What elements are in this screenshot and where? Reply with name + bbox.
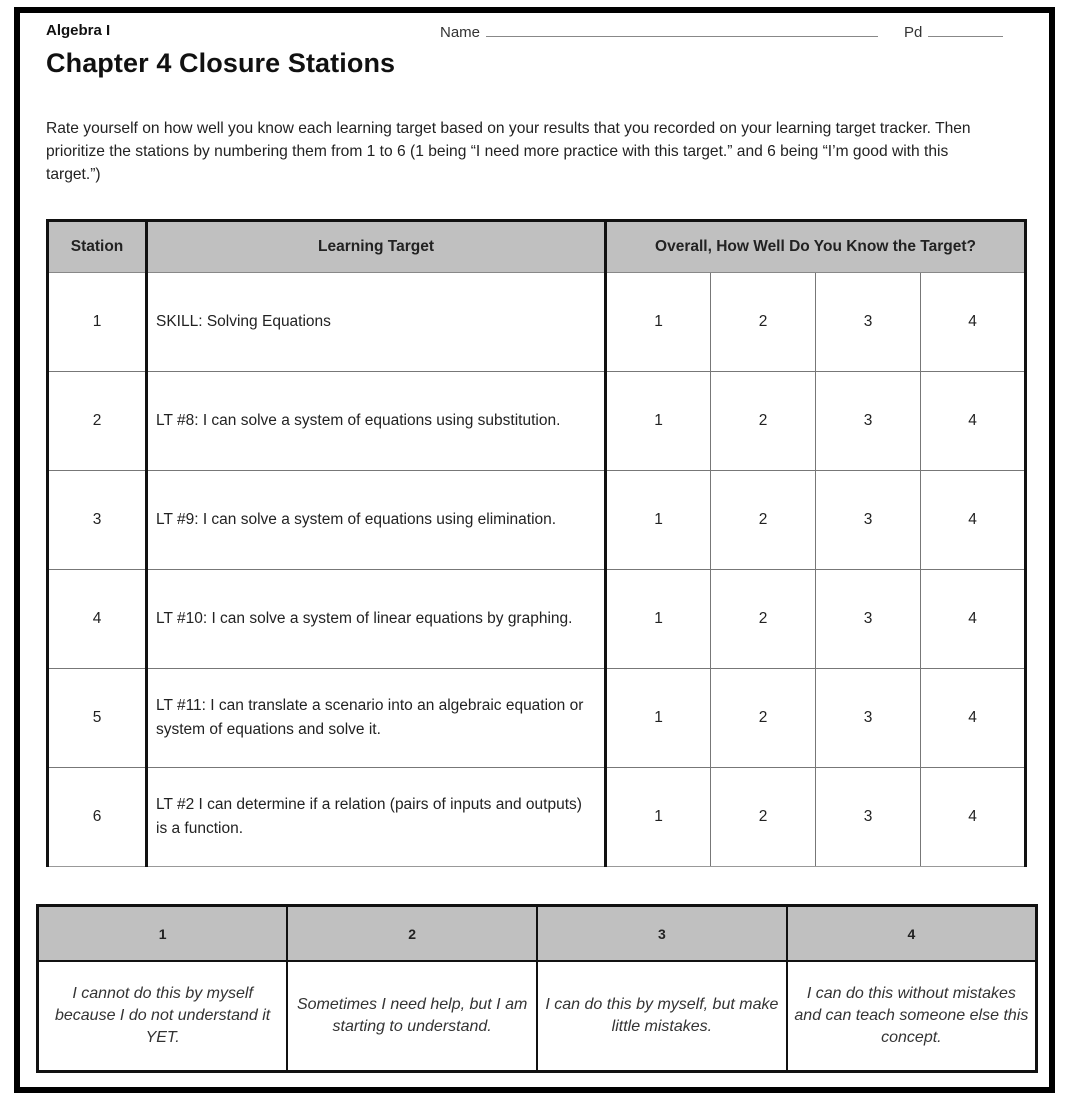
table-row	[48, 372, 1026, 471]
table-row	[48, 570, 1026, 669]
legend-level-1: 1	[38, 906, 288, 962]
rating-option-3[interactable]: 3	[816, 372, 921, 471]
rating-option-4[interactable]: 4	[921, 372, 1026, 471]
rating-option-3[interactable]: 3	[816, 471, 921, 570]
header-rating: Overall, How Well Do You Know the Target?	[606, 221, 1026, 273]
period-field	[904, 22, 1003, 41]
learning-target-text: LT #9: I can solve a system of equations using elimination.	[147, 471, 606, 570]
rating-option-2[interactable]: 2	[711, 669, 816, 768]
course-label: Algebra I	[46, 22, 111, 39]
name-input-line[interactable]	[486, 22, 878, 37]
legend-description-1: I cannot do this by myself because I do not understand it YET.	[38, 961, 288, 1072]
rating-legend-table	[36, 904, 1038, 1073]
period-label: Pd	[904, 24, 923, 41]
rating-option-4[interactable]: 4	[921, 471, 1026, 570]
table-row	[48, 471, 1026, 570]
legend-level-2: 2	[287, 906, 537, 962]
rating-option-2[interactable]: 2	[711, 372, 816, 471]
legend-description-2: Sometimes I need help, but I am starting to understand.	[287, 961, 537, 1072]
rating-option-3[interactable]: 3	[816, 768, 921, 867]
rating-option-1[interactable]: 1	[606, 372, 711, 471]
legend-level-4: 4	[787, 906, 1037, 962]
legend-description-4: I can do this without mistakes and can teach someone else this concept.	[787, 961, 1037, 1072]
rating-option-1[interactable]: 1	[606, 471, 711, 570]
learning-target-text: LT #8: I can solve a system of equations using substitution.	[147, 372, 606, 471]
legend-level-3: 3	[537, 906, 787, 962]
station-number: 6	[48, 768, 147, 867]
table-row	[48, 273, 1026, 372]
table-row	[48, 768, 1026, 867]
rating-option-2[interactable]: 2	[711, 570, 816, 669]
period-input-line[interactable]	[928, 22, 1003, 37]
rating-option-4[interactable]: 4	[921, 570, 1026, 669]
rating-option-2[interactable]: 2	[711, 768, 816, 867]
station-number: 2	[48, 372, 147, 471]
station-number: 4	[48, 570, 147, 669]
name-field	[440, 22, 878, 41]
table-header-row	[48, 221, 1026, 273]
rating-option-3[interactable]: 3	[816, 570, 921, 669]
page-title: Chapter 4 Closure Stations	[46, 48, 396, 78]
legend-description-row	[38, 961, 1037, 1072]
learning-target-text: LT #2 I can determine if a relation (pairs of inputs and outputs) is a function.	[147, 768, 606, 867]
learning-target-text: LT #10: I can solve a system of linear equations by graphing.	[147, 570, 606, 669]
rating-option-3[interactable]: 3	[816, 273, 921, 372]
table-row	[48, 669, 1026, 768]
learning-target-text: LT #11: I can translate a scenario into an algebraic equation or system of equations and solve it.	[147, 669, 606, 768]
learning-targets-table	[46, 219, 1027, 867]
rating-option-4[interactable]: 4	[921, 273, 1026, 372]
rating-option-2[interactable]: 2	[711, 471, 816, 570]
header-learning-target: Learning Target	[147, 221, 606, 273]
rating-option-1[interactable]: 1	[606, 768, 711, 867]
header-station: Station	[48, 221, 147, 273]
instructions-text: Rate yourself on how well you know each learning target based on your results that you recorded on your learning target tracker. Then prioritize the stations by numbering them from 1 to 6 (1 being “I need more practice with this target.” and 6 being “I’m good with this target.”)	[46, 120, 971, 183]
rating-option-4[interactable]: 4	[921, 669, 1026, 768]
station-number: 1	[48, 273, 147, 372]
rating-option-1[interactable]: 1	[606, 273, 711, 372]
rating-option-1[interactable]: 1	[606, 570, 711, 669]
station-number: 3	[48, 471, 147, 570]
rating-option-3[interactable]: 3	[816, 669, 921, 768]
legend-description-3: I can do this by myself, but make little mistakes.	[537, 961, 787, 1072]
legend-header-row	[38, 906, 1037, 962]
name-label: Name	[440, 24, 481, 41]
learning-target-text: SKILL: Solving Equations	[147, 273, 606, 372]
rating-option-2[interactable]: 2	[711, 273, 816, 372]
rating-option-4[interactable]: 4	[921, 768, 1026, 867]
station-number: 5	[48, 669, 147, 768]
rating-option-1[interactable]: 1	[606, 669, 711, 768]
